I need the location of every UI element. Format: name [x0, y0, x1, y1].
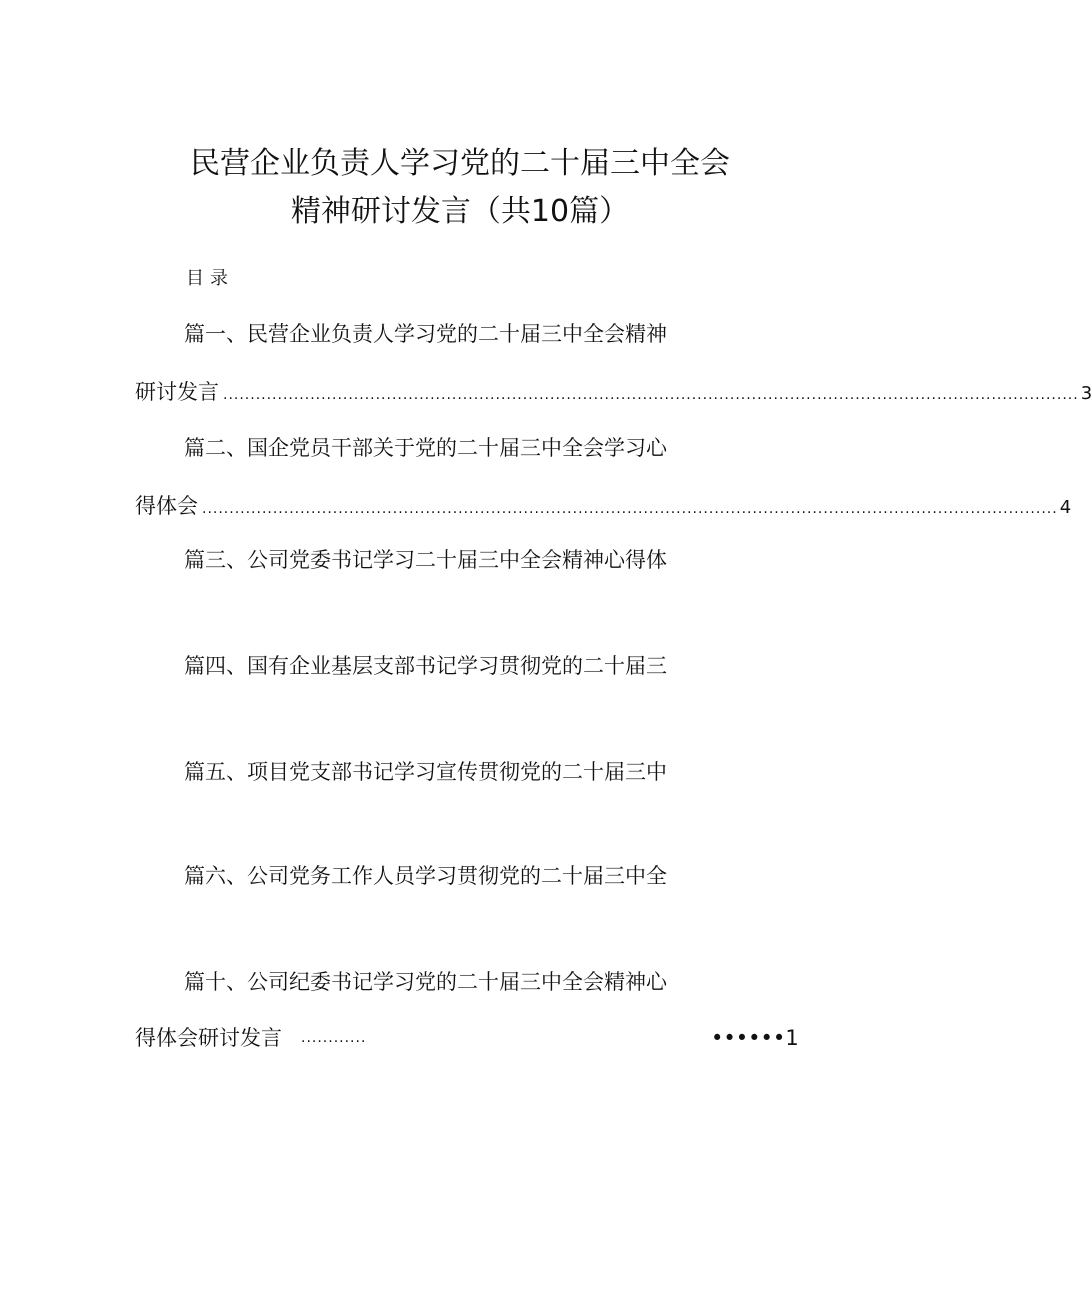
toc-entry-5-title[interactable]: 篇五、项目党支部书记学习宣传贯彻党的二十届三中 — [184, 760, 667, 784]
toc-entry-3-title[interactable]: 篇三、公司党委书记学习二十届三中全会精神心得体 — [184, 548, 667, 572]
toc-entry-1-title[interactable]: 篇一、民营企业负责人学习党的二十届三中全会精神 — [184, 322, 667, 346]
toc-entry-7-leader-left: ............ — [301, 1030, 367, 1046]
toc-entry-7-title[interactable]: 篇十、公司纪委书记学习党的二十届三中全会精神心 — [184, 970, 667, 994]
toc-entry-2-page-number: 4 — [1059, 497, 1072, 518]
toc-entry-1-continuation[interactable] — [135, 378, 1092, 409]
document-title-line-1: 民营企业负责人学习党的二十届三中全会 — [190, 146, 730, 181]
toc-entry-2-leader: ............................................................................................................................................................. — [202, 501, 1058, 517]
toc-entry-7-leader-dots: •••••• — [711, 1026, 786, 1050]
toc-entry-2-title[interactable]: 篇二、国企党员干部关于党的二十届三中全会学习心 — [184, 436, 667, 460]
toc-entry-7-title-cont: 得体会研讨发言 — [135, 1026, 282, 1050]
toc-entry-7-leader-right — [711, 1024, 799, 1052]
document-title-line-2: 精神研讨发言（共10篇） — [290, 194, 630, 229]
toc-entry-4-title[interactable]: 篇四、国有企业基层支部书记学习贯彻党的二十届三 — [184, 654, 667, 678]
toc-entry-2-continuation[interactable] — [135, 492, 1072, 523]
toc-entry-1-title-cont: 研讨发言 — [135, 380, 219, 404]
toc-entry-7-page-number: 1 — [785, 1026, 799, 1050]
toc-entry-2-title-cont: 得体会 — [135, 494, 198, 518]
toc-entry-6-title[interactable]: 篇六、公司党务工作人员学习贯彻党的二十届三中全 — [184, 864, 667, 888]
toc-entry-1-page-number: 3 — [1080, 383, 1092, 404]
toc-entry-1-leader: ............................................................................................................................................................. — [223, 387, 1079, 403]
toc-heading: 目录 — [186, 268, 234, 289]
